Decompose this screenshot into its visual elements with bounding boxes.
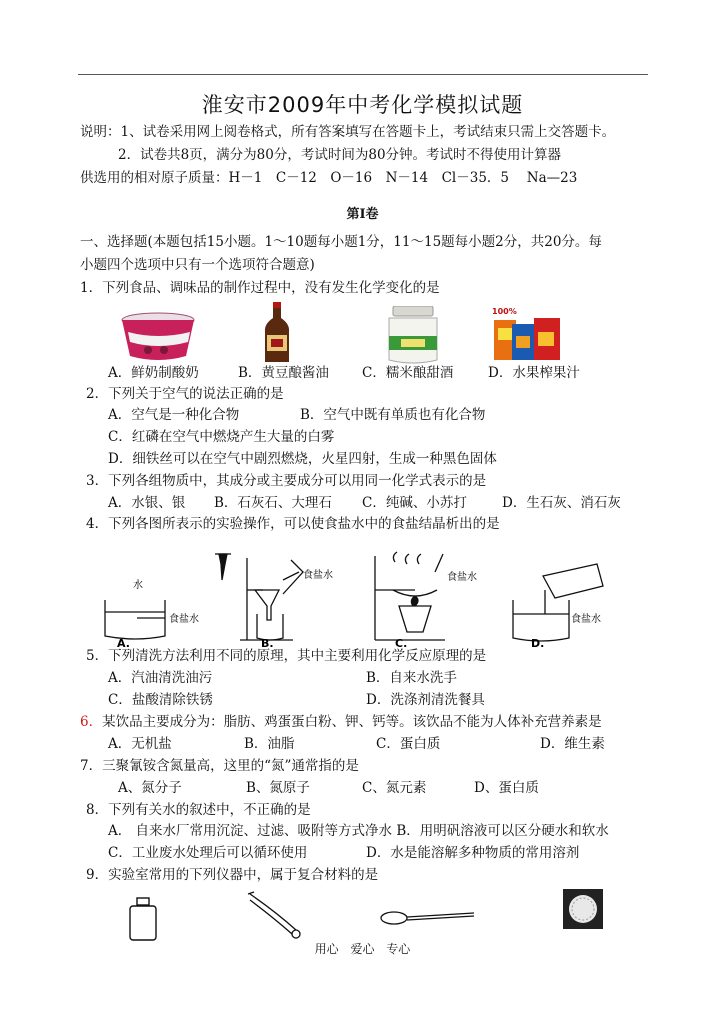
fig-label-d: D.	[531, 637, 545, 650]
fig-a-saltwater-label: 食盐水	[169, 614, 199, 625]
q2-option-d: D．细铁丝可以在空气中剧烈燃烧，火星四射，生成一种黑色固体	[108, 451, 497, 467]
q1-option-b: B．黄豆酿酱油	[238, 365, 329, 381]
q7-option-c: C、氮元素	[362, 780, 427, 796]
q5-option-a: A．汽油清洗油污	[108, 670, 213, 686]
q9-stem: 9．实验室常用的下列仪器中，属于复合材料的是	[86, 867, 379, 883]
header-rule	[78, 74, 648, 75]
section-title: 第Ⅰ卷	[346, 207, 379, 222]
juice-badge: 100%	[492, 307, 517, 316]
fig-c-saltwater-label: 食盐水	[447, 572, 477, 583]
intro-line-2: 小题四个选项中只有一个选项符合题意)	[80, 257, 315, 273]
q6-stem: 某饮品主要成分为：脂肪、鸡蛋蛋白粉、钾、钙等。该饮品不能为人体补充营养素是	[102, 714, 602, 730]
fig-label-c: C.	[395, 637, 408, 650]
rice-wine-jar-image	[385, 306, 441, 364]
q8-stem: 8．下列有关水的叙述中，不正确的是	[86, 802, 311, 818]
q5-stem: 5．下列清洗方法利用不同的原理，其中主要利用化学反应原理的是	[86, 648, 487, 664]
fig-d-saltwater-label: 食盐水	[571, 614, 601, 625]
yogurt-cup-image	[118, 310, 198, 362]
page-footer: 用心 爱心 专心	[314, 942, 411, 956]
fruit-juice-boxes-image	[490, 306, 562, 362]
q2-option-b: B．空气中既有单质也有化合物	[300, 407, 486, 423]
fig-a-water-label: 水	[133, 580, 143, 591]
q6-line	[80, 713, 602, 731]
q2-option-a: A．空气是一种化合物	[108, 407, 240, 423]
crucible-tongs-image	[246, 890, 306, 942]
q6-option-d: D．维生素	[540, 736, 605, 752]
q8-option-c: C．工业废水处理后可以循环使用	[108, 845, 308, 861]
q3-option-d: D．生石灰、消石灰	[502, 495, 621, 511]
q7-option-d: D、蛋白质	[474, 780, 539, 796]
q7-option-b: B、氮原子	[246, 780, 310, 796]
page-title: 淮安市2009年中考化学模拟试题	[201, 93, 524, 117]
q2-stem: 2．下列关于空气的说法正确的是	[86, 386, 284, 402]
q6-option-a: A．无机盐	[108, 736, 172, 752]
reagent-bottle-image	[128, 896, 158, 944]
q3-option-b: B．石灰石、大理石	[214, 495, 332, 511]
soy-sauce-bottle-image	[262, 302, 292, 364]
q1-stem: 1．下列食品、调味品的制作过程中，没有发生化学变化的是	[80, 280, 440, 296]
atomic-mass-line: 供选用的相对原子质量：H－1 C－12 O－16 N－14 Cl－35．5 Na—23	[80, 170, 578, 186]
q6-number: 6．	[80, 714, 103, 730]
intro-line-1: 一、选择题(本题包括15小题。1～10题每小题1分，11～15题每小题2分，共20分。每	[80, 234, 602, 250]
q7-stem: 7．三聚氰铵含氮量高，这里的“氮”通常指的是	[80, 758, 359, 774]
q5-option-c: C．盐酸清除铁锈	[108, 692, 213, 708]
q3-stem: 3．下列各组物质中，其成分或主要成分可以用同一化学式表示的是	[86, 473, 487, 489]
q8-option-ab: A． 自来水厂常用沉淀、过滤、吸附等方式净水 B．用明矾溶液可以区分硬水和软水	[108, 823, 609, 839]
instructions-line-2: 2．试卷共8页，满分为80分，考试时间为80分钟。考试时不得使用计算器	[118, 147, 562, 163]
q7-option-a: A、氮分子	[118, 780, 182, 796]
q1-option-a: A．鲜奶制酸奶	[108, 365, 199, 381]
q6-option-c: C．蛋白质	[376, 736, 441, 752]
q4-stem: 4．下列各图所表示的实验操作，可以使食盐水中的食盐结晶析出的是	[86, 516, 500, 532]
medicine-spoon-image	[378, 906, 478, 930]
q1-option-c: C．糯米酿甜酒	[362, 365, 454, 381]
q8-option-d: D．水是能溶解多种物质的常用溶剂	[366, 845, 580, 861]
q3-option-a: A．水银、银	[108, 495, 186, 511]
q2-option-c: C．红磷在空气中燃烧产生大量的白雾	[108, 429, 335, 445]
q5-option-d: D．洗涤剂清洗餐具	[366, 692, 485, 708]
q6-option-b: B．油脂	[244, 736, 295, 752]
instructions-line-1: 说明：1、试卷采用网上阅卷格式，所有答案填写在答题卡上，考试结束只需上交答题卡。	[80, 124, 616, 140]
fig-b-saltwater-label: 食盐水	[303, 570, 333, 581]
q3-option-c: C．纯碱、小苏打	[362, 495, 467, 511]
q1-option-d: D．水果榨果汁	[488, 365, 580, 381]
q4-experiment-figure	[95, 550, 635, 650]
q5-option-b: B．自来水洗手	[366, 670, 457, 686]
asbestos-gauze-image	[562, 888, 604, 930]
fig-label-a: A.	[117, 637, 130, 650]
fig-label-b: B.	[261, 637, 274, 650]
